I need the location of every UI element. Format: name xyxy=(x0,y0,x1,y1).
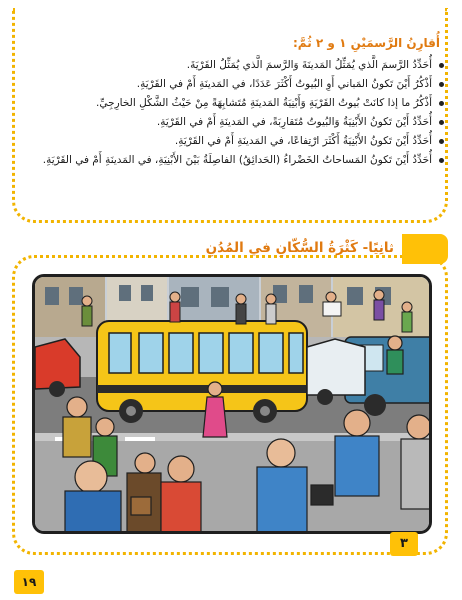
instruction-item: أُحَدِّدُ أَيْنَ تَكونُ الأَبْنِيَةُ أَكْثَرَ ارْتِفاعًا، في المَدينَةِ أَمْ في القَرْيَةِ. xyxy=(34,132,444,151)
instruction-item: أَذْكُرُ أَيْنَ تَكونُ المَباني أَوِ البُيوتُ أَكْثَرَ عَدَدًا، في المَدينَةِ أَمْ في القَرْيَةِ. xyxy=(34,75,444,94)
section-title: ثانِيًا- كَثْرَةُ السُّكّانِ في المُدُنِ xyxy=(205,240,394,256)
section-tab xyxy=(402,234,448,264)
page-number-badge: ١٩ xyxy=(14,570,44,594)
instruction-item: أُحَدِّدُ أَيْنَ تَكونُ الأَبْنِيَةُ وَالبُيوتُ مُتَقارِبَةً، في المَدينَةِ أَمْ في القَرْيَةِ. xyxy=(34,113,444,132)
instruction-item: أُحَدِّدُ الرَّسمَ الَّذي يُمَثِّلُ المَدينَةَ وَالرَّسمَ الَّذي يُمَثِّلُ القَرْيَةَ. xyxy=(34,56,444,75)
city-crowd-illustration xyxy=(32,274,432,534)
city-scene-drawing xyxy=(35,277,432,534)
instruction-item: أُحَدِّدُ أَيْنَ تَكونُ المَساحاتُ الخَضْراءُ (الحَدائِقُ) الفاصِلَةُ بَيْنَ الأَبْنِيَةِ، في المَدينَةِ أَمْ في القَرْيَةِ. xyxy=(34,151,444,170)
section-heading xyxy=(205,232,448,266)
instructions-list xyxy=(34,56,444,170)
instructions-title: أُقارِنُ الرَّسمَيْنِ ١ و ٢ ثُمَّ: xyxy=(293,36,440,50)
figure-number-badge: ٣ xyxy=(390,532,418,556)
instruction-item: أَذْكُرُ ما إذا كانَتْ بُيوتُ القَرْيَةِ وَأَبْنِيَةُ المَدينَةِ مُتَشابِهَةً مِنْ حَيْثُ الشَّكْلِ الخارِجِيِّ. xyxy=(34,94,444,113)
